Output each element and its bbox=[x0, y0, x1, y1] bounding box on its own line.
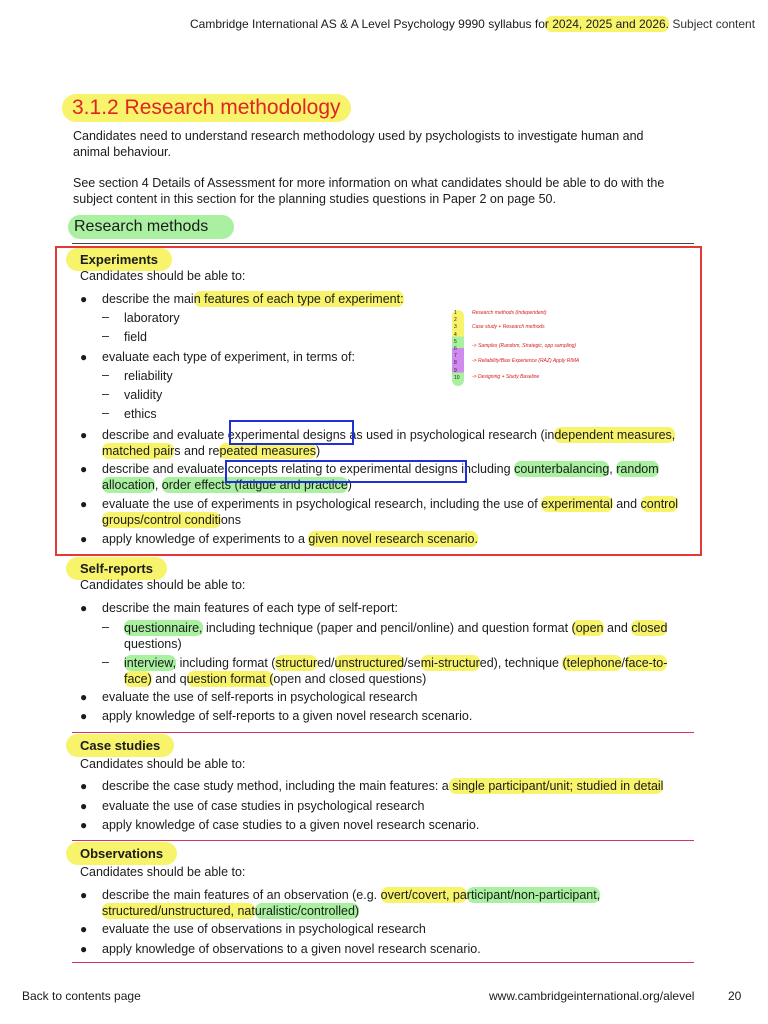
experiments-heading-text: Experiments bbox=[80, 252, 159, 267]
header-years: r 2024, 2025 and 2026. bbox=[544, 17, 669, 31]
bullet: ● bbox=[80, 428, 88, 442]
section-divider bbox=[72, 840, 694, 841]
handnote-line: Case study + Research methods bbox=[472, 324, 545, 330]
experiments-lead: Candidates should be able to: bbox=[80, 269, 246, 283]
dash: – bbox=[102, 368, 109, 382]
intro-paragraph-2: See section 4 Details of Assessment for more information on what candidates should be able to do with the subject content in this section for the planning studies questions in Paper 2 on page 50. bbox=[73, 176, 665, 206]
bullet: ● bbox=[80, 799, 88, 813]
case-studies-bullet-2: evaluate the use of case studies in psychological research bbox=[102, 799, 425, 813]
experimental-designs-box bbox=[229, 420, 354, 445]
bullet: ● bbox=[80, 818, 88, 832]
back-to-contents-link[interactable]: Back to contents page bbox=[22, 989, 141, 1003]
footer-url-link[interactable]: www.cambridgeinternational.org/alevel bbox=[489, 989, 695, 1003]
case-studies-heading-text: Case studies bbox=[80, 738, 161, 753]
case-studies-bullet-1: describe the case study method, including the main features: a single participant/unit; studied in detail bbox=[102, 779, 664, 793]
dash: – bbox=[102, 387, 109, 401]
dash: – bbox=[102, 620, 109, 634]
self-reports-bullet-3: apply knowledge of self-reports to a given novel research scenario. bbox=[102, 709, 473, 723]
self-reports-bullet-1: describe the main features of each type of self-report: bbox=[102, 601, 398, 615]
handnote-line: -> Designing + Study Baseline bbox=[472, 374, 540, 380]
observations-bullet-3: apply knowledge of observations to a given novel research scenario. bbox=[102, 942, 481, 956]
running-header bbox=[190, 16, 755, 32]
bullet: ● bbox=[80, 350, 88, 364]
research-methods-heading-text: Research methods bbox=[74, 218, 209, 235]
dash: – bbox=[102, 329, 109, 343]
observations-bullet-2: evaluate the use of observations in psychological research bbox=[102, 922, 426, 936]
header-section: Subject content bbox=[672, 17, 756, 31]
experiments-bullet-5: evaluate the use of experiments in psychological research, including the use of experimental and control groups/control conditions bbox=[102, 497, 679, 527]
bullet: ● bbox=[80, 690, 88, 704]
observations-heading bbox=[66, 842, 177, 865]
bullet: ● bbox=[80, 709, 88, 723]
experiments-bullet-6: apply knowledge of experiments to a given novel research scenario. bbox=[102, 532, 478, 546]
self-reports-interview: interview, including format (structured/unstructured/semi-structured), technique (telephone/face-to- face) and question format (open and closed questions) bbox=[124, 656, 668, 686]
bullet: ● bbox=[80, 922, 88, 936]
section-divider bbox=[72, 962, 694, 963]
dash: – bbox=[102, 406, 109, 420]
bullet: ● bbox=[80, 888, 88, 902]
handwritten-notes bbox=[452, 310, 622, 386]
page-number: 20 bbox=[728, 989, 742, 1003]
self-reports-bullet-2: evaluate the use of self-reports in psychological research bbox=[102, 690, 418, 704]
handnote-line: Research methods (Independent) bbox=[472, 310, 547, 316]
bullet: ● bbox=[80, 779, 88, 793]
experiments-subitem-field: field bbox=[124, 330, 147, 344]
experiments-bullet-2: evaluate each type of experiment, in terms of: bbox=[102, 350, 355, 364]
self-reports-lead: Candidates should be able to: bbox=[80, 578, 246, 592]
bullet: ● bbox=[80, 942, 88, 956]
experiments-bullet-1: describe the main features of each type of experiment: bbox=[102, 292, 404, 306]
bullet: ● bbox=[80, 532, 88, 546]
experiments-subitem-validity: validity bbox=[124, 388, 163, 402]
bullet: ● bbox=[80, 497, 88, 511]
dash: – bbox=[102, 655, 109, 669]
bullet: ● bbox=[80, 462, 88, 476]
handnote-line: -> Samples (Random, Strategic, opp sampling) bbox=[472, 343, 577, 349]
bullet: ● bbox=[80, 601, 88, 615]
handnote-numbers: 1 2 3 4 5 6 7 8 9 10 bbox=[454, 310, 460, 381]
dash: – bbox=[102, 310, 109, 324]
case-studies-bullet-3: apply knowledge of case studies to a given novel research scenario. bbox=[102, 818, 480, 832]
observations-heading-text: Observations bbox=[80, 846, 164, 861]
subheading-rule bbox=[72, 243, 694, 244]
experiments-bullet-4: describe and evaluate concepts relating to experimental designs including counterbalancing, random allocation, order effects (fatigue and practice) bbox=[102, 462, 659, 492]
observations-lead: Candidates should be able to: bbox=[80, 865, 246, 879]
concepts-experimental-designs-box bbox=[225, 460, 467, 483]
experiments-subitem-laboratory: laboratory bbox=[124, 311, 180, 325]
self-reports-questionnaire: questionnaire, including technique (paper and pencil/online) and question format (open and closed questions) bbox=[124, 621, 668, 651]
intro-paragraph-1: Candidates need to understand research methodology used by psychologists to investigate human and animal behaviour. bbox=[73, 129, 644, 159]
case-studies-lead: Candidates should be able to: bbox=[80, 757, 246, 771]
experiments-bullet-3: describe and evaluate experimental designs as used in psychological research (independent measures, matched pairs and repeated measures) bbox=[102, 428, 676, 458]
section-divider bbox=[72, 732, 694, 733]
header-title: Cambridge International AS & A Level Psychology 9990 syllabus fo bbox=[190, 17, 545, 31]
observations-bullet-1: describe the main features of an observation (e.g. overt/covert, participant/non-participant, structured/unstructured, naturalistic/controlled) bbox=[102, 888, 601, 918]
bullet: ● bbox=[80, 292, 88, 306]
experiments-subitem-ethics: ethics bbox=[124, 407, 157, 421]
experiments-subitem-reliability: reliability bbox=[124, 369, 173, 383]
case-studies-heading bbox=[66, 734, 174, 757]
self-reports-heading-text: Self-reports bbox=[80, 561, 153, 576]
section-title bbox=[62, 94, 351, 122]
research-methods-heading bbox=[68, 215, 234, 239]
handnote-line: -> Reliability/Bias Experience (RAZ) Apply RIMA bbox=[472, 358, 580, 364]
section-title-text: 3.1.2 Research methodology bbox=[72, 96, 341, 119]
